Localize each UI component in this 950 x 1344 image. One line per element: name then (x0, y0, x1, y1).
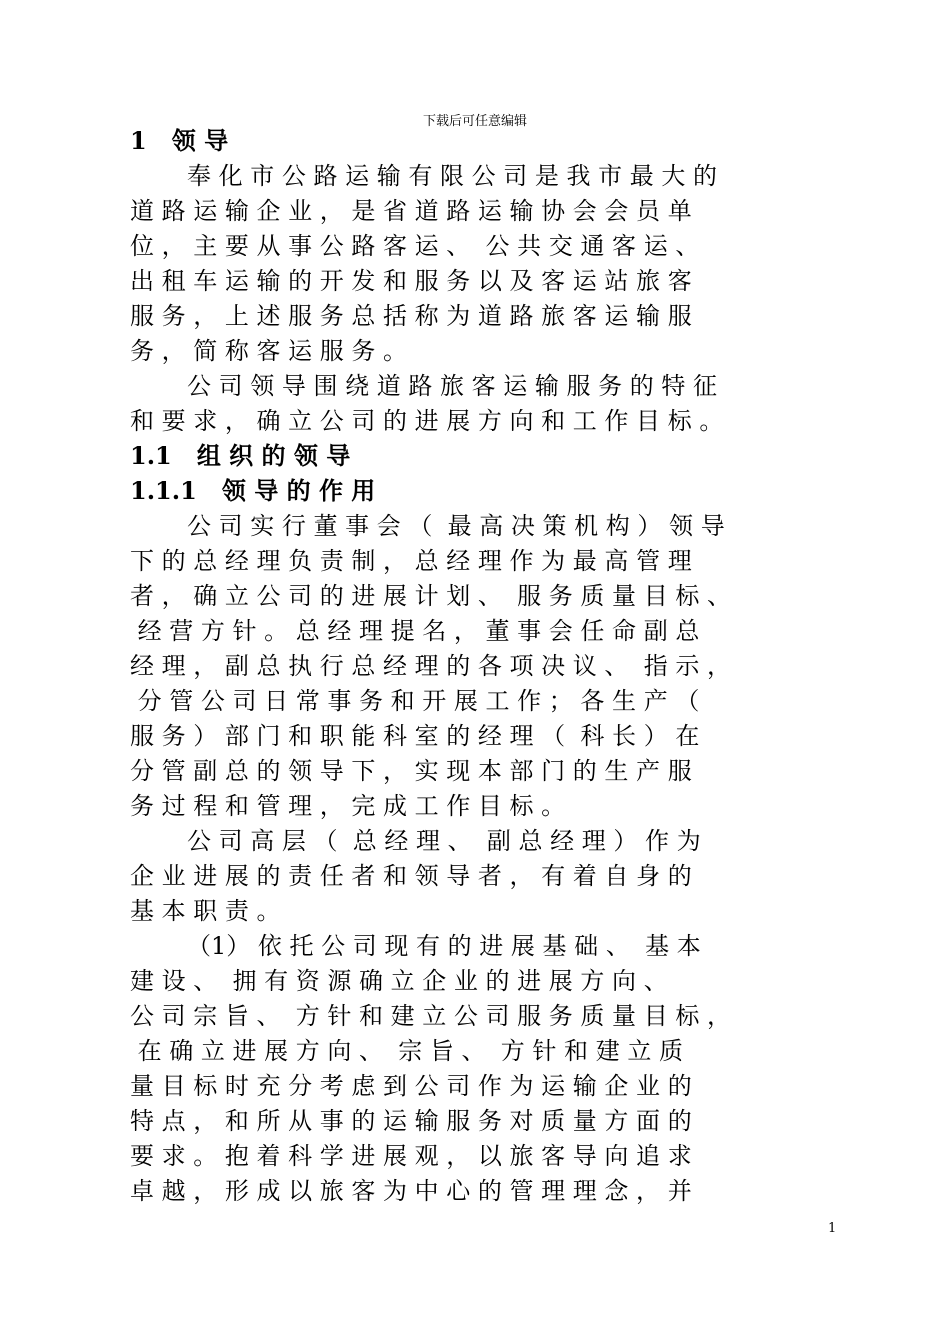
text-line: 基 本 职 责 。 (130, 897, 281, 925)
text-line: 要 求 。 抱 着 科 学 进 展 观 ， 以 旅 客 导 向 追 求 (130, 1142, 692, 1170)
text-line: 经 理 ， 副 总 执 行 总 经 理 的 各 项 决 议 、 指 示 ， (130, 652, 731, 680)
text-line: 企 业 进 展 的 责 任 者 和 领 导 者 ， 有 着 自 身 的 (130, 862, 692, 890)
text-line: 在 确 立 进 展 方 向 、 宗 旨 、 方 针 和 建 立 质 (130, 1037, 683, 1065)
text-line: 经 营 方 针 。 总 经 理 提 名 ， 董 事 会 任 命 副 总 (130, 617, 700, 645)
text-line: 和 要 求 ， 确 立 公 司 的 进 展 方 向 和 工 作 目 标 。 (130, 407, 724, 435)
text-line: 位 ， 主 要 从 事 公 路 客 运 、 公 共 交 通 客 运 、 (130, 232, 700, 260)
text-line: 卓 越 ， 形 成 以 旅 客 为 中 心 的 管 理 理 念 ， 并 (130, 1177, 692, 1205)
text-line: 分 管 副 总 的 领 导 下 ， 实 现 本 部 门 的 生 产 服 (130, 757, 692, 785)
section-heading: 1.1 组 织 的 领 导 (130, 441, 351, 470)
text-line: 务 过 程 和 管 理 ， 完 成 工 作 目 标 。 (130, 792, 566, 820)
text-line: 服 务 ， 上 述 服 务 总 括 称 为 道 路 旅 客 运 输 服 (130, 302, 692, 330)
text-line: （1） 依 托 公 司 现 有 的 进 展 基 础 、 基 本 (187, 932, 701, 960)
text-line: 奉 化 市 公 路 运 输 有 限 公 司 是 我 市 最 大 的 (187, 162, 718, 190)
text-line: 建 设 、 拥 有 资 源 确 立 企 业 的 进 展 方 向 、 (130, 967, 668, 995)
text-line: 特 点 ， 和 所 从 事 的 运 输 服 务 对 质 量 方 面 的 (130, 1107, 692, 1135)
page-number: 1 (828, 1221, 837, 1236)
text-line: 公 司 实 行 董 事 会 （ 最 高 决 策 机 构 ） 领 导 (187, 512, 725, 540)
text-line: 出 租 车 运 输 的 开 发 和 服 务 以 及 客 运 站 旅 客 (130, 267, 692, 295)
text-line: 分 管 公 司 日 常 事 务 和 开 展 工 作 ； 各 生 产 （ (130, 687, 700, 715)
text-line: 服 务 ） 部 门 和 职 能 科 室 的 经 理 （ 科 长 ） 在 (130, 722, 700, 750)
text-line: 公 司 宗 旨 、 方 针 和 建 立 公 司 服 务 质 量 目 标 ， (130, 1002, 731, 1030)
text-line: 道 路 运 输 企 业 ， 是 省 道 路 运 输 协 会 会 员 单 (130, 197, 692, 225)
text-line: 下 的 总 经 理 负 责 制 ， 总 经 理 作 为 最 高 管 理 (130, 547, 692, 575)
text-line: 公 司 领 导 围 绕 道 路 旅 客 运 输 服 务 的 特 征 (187, 372, 718, 400)
text-line: 量 目 标 时 充 分 考 虑 到 公 司 作 为 运 输 企 业 的 (130, 1072, 692, 1100)
page-header: 下载后可任意编辑 (422, 114, 527, 129)
section-heading: 1 领 导 (130, 126, 229, 155)
text-line: 务 ， 简 称 客 运 服 务 。 (130, 337, 408, 365)
text-line: 者 ， 确 立 公 司 的 进 展 计 划 、 服 务 质 量 目 标 、 (130, 582, 731, 610)
section-heading: 1.1.1 领 导 的 作 用 (130, 476, 376, 505)
text-line: 公 司 高 层 （ 总 经 理 、 副 总 经 理 ） 作 为 (187, 827, 701, 855)
